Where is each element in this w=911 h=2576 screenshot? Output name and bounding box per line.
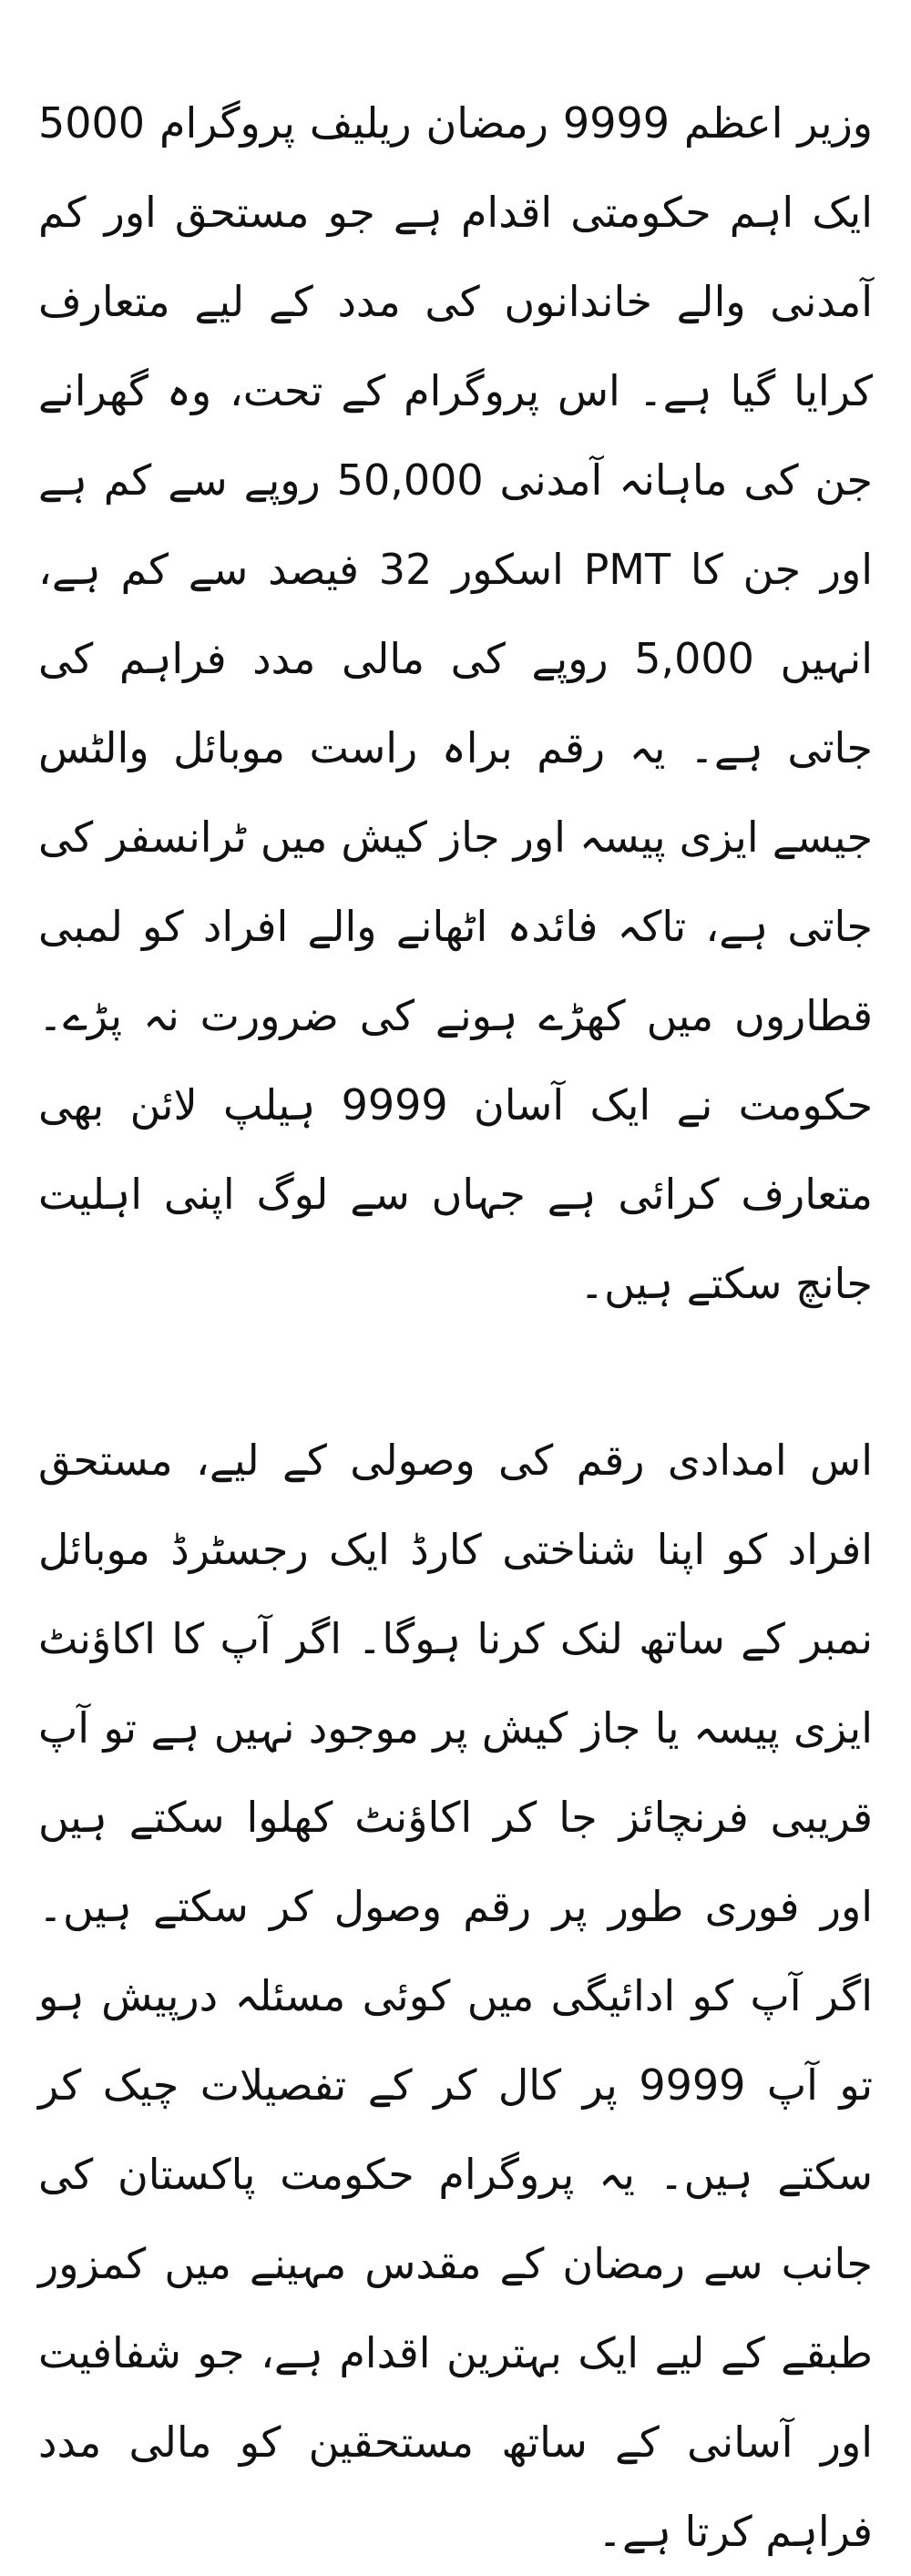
article-body	[38, 78, 873, 2576]
article-paragraph-relief-program: وزیر اعظم 9999 رمضان ریلیف پروگرام 5000 ایک اہم حکومتی اقدام ہے جو مستحق اور کم آمدنی والے خاندانوں کی مدد کے لیے متعارف کرایا گیا ہے۔ اس پروگرام کے تحت، وہ گھرانے جن کی ماہانہ آمدنی 50,000 روپے سے کم ہے اور جن کا PMT اسکور 32 فیصد سے کم ہے، انہیں 5,000 روپے کی مالی مدد فراہم کی جاتی ہے۔ یہ رقم براہ راست موبائل والٹس جیسے ایزی پیسہ اور جاز کیش میں ٹرانسفر کی جاتی ہے، تاکہ فائدہ اٹھانے والے افراد کو لمبی قطاروں میں کھڑے ہونے کی ضرورت نہ پڑے۔ حکومت نے ایک آسان 9999 ہیلپ لائن بھی متعارف کرائی ہے جہاں سے لوگ اپنی اہلیت جانچ سکتے ہیں۔	[38, 98, 874, 1308]
article-paragraph-payment-process: اس امدادی رقم کی وصولی کے لیے، مستحق افراد کو اپنا شناختی کارڈ ایک رجسٹرڈ موبائل نمبر کے ساتھ لنک کرنا ہوگا۔ اگر آپ کا اکاؤنٹ ایزی پیسہ یا جاز کیش پر موجود نہیں ہے تو آپ قریبی فرنچائز جا کر اکاؤنٹ کھلوا سکتے ہیں اور فوری طور پر رقم وصول کر سکتے ہیں۔ اگر آپ کو ادائیگی میں کوئی مسئلہ درپیش ہو تو آپ 9999 پر کال کر کے تفصیلات چیک کر سکتے ہیں۔ یہ پروگرام حکومت پاکستان کی جانب سے رمضان کے مقدس مہینے میں کمزور طبقے کے لیے ایک بہترین اقدام ہے، جو شفافیت اور آسانی کے ساتھ مستحقین کو مالی مدد فراہم کرتا ہے۔	[38, 1436, 873, 2556]
